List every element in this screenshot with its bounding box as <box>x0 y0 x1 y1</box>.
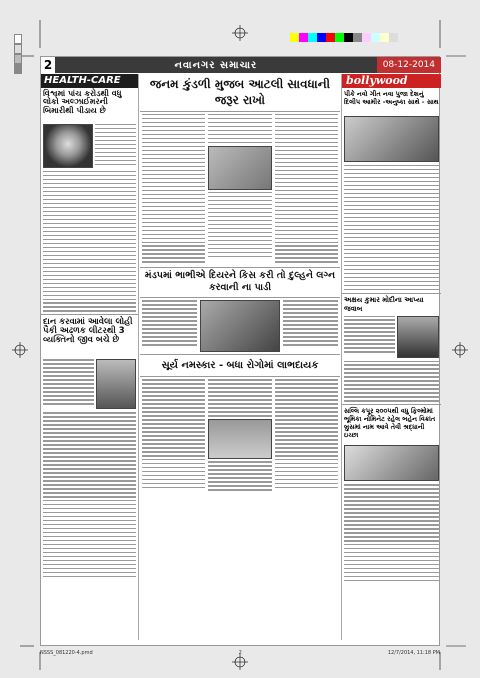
brain-image <box>43 124 93 168</box>
kundali-body-col2 <box>208 114 271 143</box>
shraddha-body-text <box>342 481 441 581</box>
surya-namaskar-headline: સૂર્ય નમસ્કાર - બધા રોગોમાં લાભદાયક <box>140 355 340 377</box>
print-footer <box>40 650 440 656</box>
grayscale-calibration-bar <box>14 34 22 74</box>
blood-body-text-cont <box>41 409 138 577</box>
pk-body-text <box>342 162 441 290</box>
shraddha-headline: સલ્લિ કપૂર ૨૦૦૫થી વધુ ફિલ્મોમાં ભૂમિકા નોમિનેટ રહેલ બહેન વિક્રાંત બ્રુસમાં નામ આવે તેવી શ્રદ્ધાની ઇચ્છા <box>344 407 436 440</box>
akshay-kumar-photo <box>397 316 439 358</box>
akshay-headline: અક્ષય કુમાર મોદીના આપ્યા જવાબ <box>344 295 424 313</box>
footer-stamp: 12/7/2014, 11:18 PM <box>387 650 440 656</box>
kundali-chart-image <box>208 146 271 190</box>
akshay-body-text <box>344 316 395 358</box>
kundali-body-col3 <box>275 114 338 265</box>
center-column <box>140 74 340 640</box>
akshay-body-text-cont <box>342 358 441 402</box>
surya-body-col3 <box>275 379 338 493</box>
kundali-headline: જનમ કુંડળી મુજબ આટલી સાવધાની જરૂર રાખો <box>140 74 340 112</box>
blood-body-text <box>43 359 94 409</box>
masthead <box>41 57 441 73</box>
wedding-hands-image <box>200 300 280 352</box>
paper-name: નવાનગર સમાચાર <box>174 59 258 71</box>
kundali-body-col1 <box>142 114 205 265</box>
issue-date: 08-12-2014 <box>377 57 441 73</box>
alzheimer-body-text-cont <box>41 168 138 312</box>
page-number: 2 <box>41 57 55 73</box>
health-care-column <box>41 74 139 640</box>
footer-file: NSSS_081220-4.pmd <box>40 650 93 656</box>
surya-body-col2-cont <box>208 461 271 490</box>
blood-donation-headline: દાન કરવામાં આવેલા લોહી પૈકી અઢળક લીટરથી 3 વ્યક્તિનો જીવ બચે છે <box>43 317 133 346</box>
newspaper-page <box>40 56 440 646</box>
bollywood-banner: bollywood <box>342 74 441 88</box>
color-calibration-bar <box>290 33 398 42</box>
yoga-pose-image <box>208 419 271 459</box>
shraddha-kapoor-photo <box>344 445 439 481</box>
kundali-body-col2-cont <box>208 192 271 257</box>
alzheimer-body-text <box>95 124 136 168</box>
wedding-headline: મંડપમાં ભાભીએ દિયરને કિસ કરી તો દુલ્હને લગ્ન કરવાની ના પાડી <box>140 268 340 298</box>
health-care-banner: HEALTH-CARE <box>41 74 138 88</box>
alzheimer-headline: વિશ્વમાં પાંચ કરોડથી વધુ લોકો અલ્ઝાઈમરની બિમારીથી પીડાય છે <box>43 89 122 115</box>
pk-headline: પીકે નવો ગીત નવા પુજા દેશનું દિલીપ આમીર -અનુષ્કા સાથે - સાથ <box>344 90 439 106</box>
bollywood-column <box>341 74 441 640</box>
footer-page: 2 <box>238 650 242 656</box>
surya-body-col2 <box>208 379 271 416</box>
wedding-body-col2 <box>283 300 338 352</box>
pk-movie-image <box>344 116 439 162</box>
blood-drop-image <box>96 359 136 409</box>
surya-body-col1 <box>142 379 205 493</box>
wedding-body-col1 <box>142 300 197 352</box>
